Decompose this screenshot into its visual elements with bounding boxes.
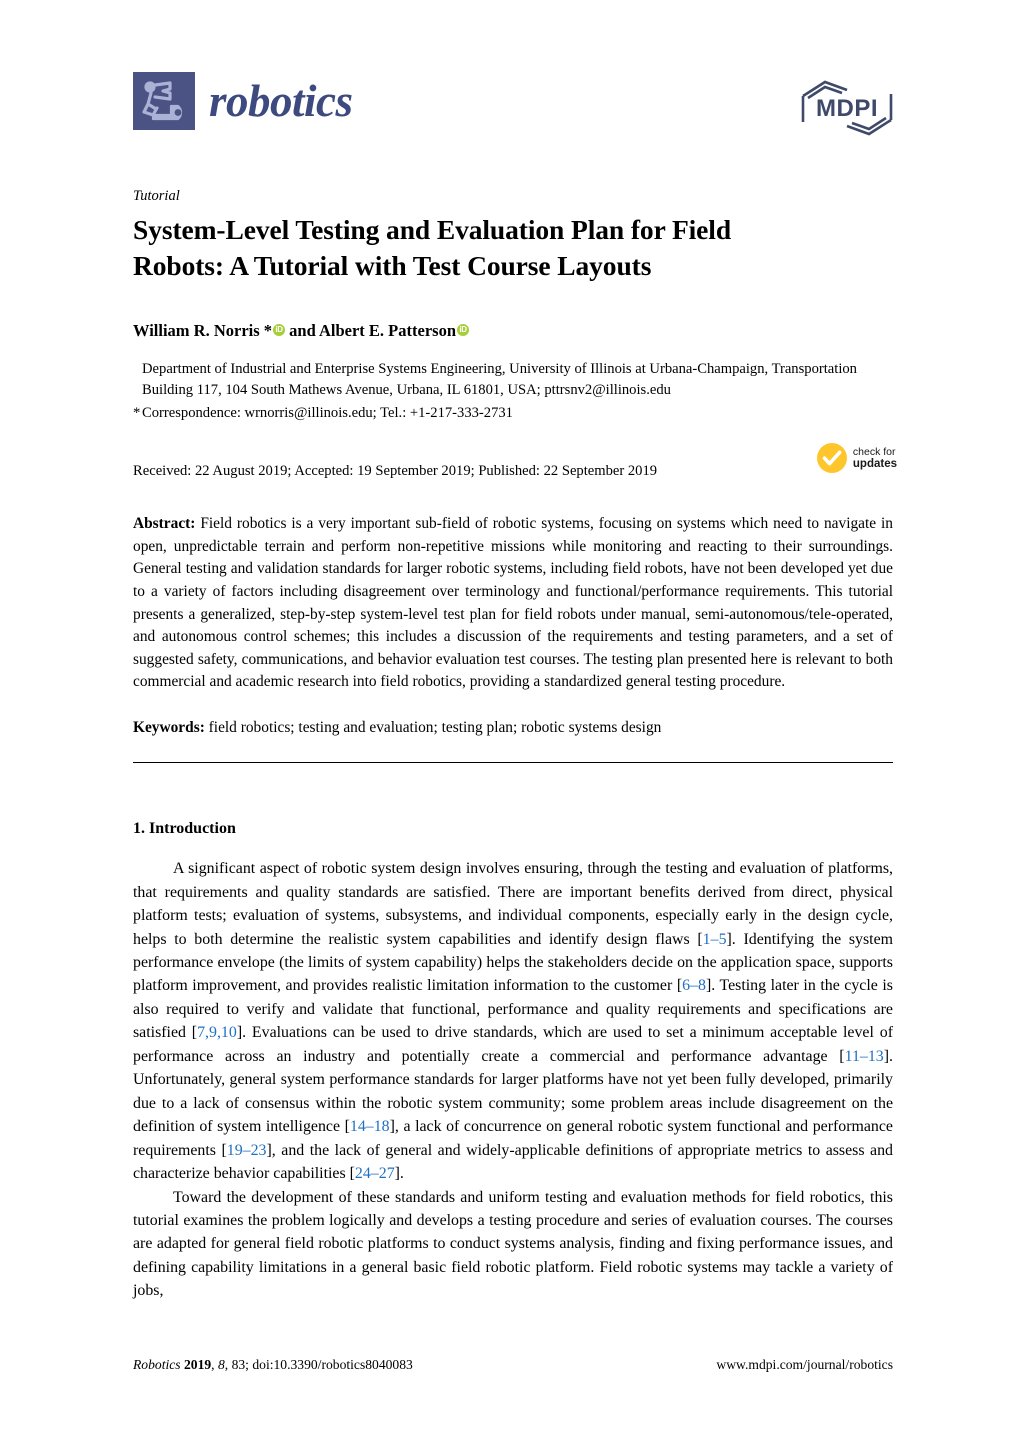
citation-link[interactable]: 14–18 [349, 1118, 390, 1136]
correspondence-text: Correspondence: wrnorris@illinois.edu; Tel.: +1-217-333-2731 [142, 404, 513, 421]
citation-link[interactable]: 19–23 [226, 1141, 267, 1159]
footer-volume: 8 [217, 1357, 225, 1372]
journal-logo [133, 72, 353, 130]
title-line-2: Robots: A Tutorial with Test Course Layouts [133, 249, 652, 281]
citation-link[interactable]: 1–5 [702, 930, 727, 948]
citation-link[interactable]: 24–27 [354, 1165, 395, 1183]
check-for-updates-badge[interactable] [817, 443, 897, 473]
footer-journal: Robotics [133, 1357, 181, 1372]
citation-link[interactable]: 11–13 [844, 1047, 884, 1065]
footer-sep-3: , [224, 1357, 232, 1372]
body-paragraph-2: Toward the development of these standards and uniform testing and evaluation methods for field robotics, this tutorial examines the problem logically and develops a testing procedure and series of evaluation courses. The courses are adapted for general field robotic platforms to conduct systems analysis, finding and fixing performance issues, and defining capability limitations in a general basic field robotic platform. Field robotic systems may tackle a variety of jobs, [133, 1188, 893, 1300]
keywords [133, 717, 893, 740]
page-title [133, 212, 893, 282]
affiliation-line-2: Transportation Building 117, 104 South Mathews Avenue, Urbana, IL 61801, USA; pttrsnv2@illinois.edu [142, 361, 857, 398]
author-conjunction: and [285, 320, 319, 340]
article-type: Tutorial [133, 188, 180, 204]
section-heading-introduction: 1. Introduction [133, 820, 236, 838]
author-name-1: William R. Norris * [133, 320, 273, 340]
keywords-label: Keywords: [133, 718, 205, 736]
crossmark-line-1: check for [852, 445, 896, 458]
footer-sep-2: , [211, 1357, 218, 1372]
footer-doi: doi:10.3390/robotics8040083 [252, 1357, 413, 1372]
abstract [133, 513, 893, 694]
crossmark-line-2: updates [852, 457, 897, 470]
title-line-1: System-Level Testing and Evaluation Plan for Field [133, 214, 732, 246]
mdpi-logo-text: MDPI [816, 95, 878, 122]
correspondence [133, 403, 893, 424]
footer-year: 2019 [183, 1357, 212, 1372]
check-for-updates-label [853, 446, 897, 471]
citation-link[interactable]: 7,9,10 [197, 1024, 237, 1042]
footer-url[interactable]: www.mdpi.com/journal/robotics [716, 1357, 893, 1372]
author-name-2: Albert E. Patterson [318, 320, 456, 340]
page-content [133, 0, 897, 1303]
orcid-icon[interactable]: iD [273, 324, 285, 336]
footer-article-number: 83 [231, 1357, 246, 1372]
affiliation [133, 359, 893, 400]
divider [133, 762, 893, 763]
citation-link[interactable]: 6–8 [682, 977, 706, 995]
checkmark-icon [817, 443, 847, 473]
correspondence-marker: * [133, 404, 141, 421]
body-paragraph-1: A significant aspect of robotic system design involves ensuring, through the testing and evaluation of platforms, that requirements and quality standards are satisfied. There are important benefits derived from direct, physical platform tests; evaluation of systems, subsystems, and individual components, especially early in the design cycle, helps to both determine the realistic system capabilities and identify design flaws [1–5]. Identifying the system performance envelope (the limits of system capability) helps the stakeholders decide on the application space, supports platform improvement, and provides realistic limitation information to the customer [6–8]. Testing later in the cycle is also required to verify and validate that functional, performance and quality requirements and specifications are satisfied [7,9,10]. Evaluations can be used to drive standards, which are used to set a minimum acceptable level of performance across an industry and potentially create a commercial and performance advantage [11–13]. Unfortunately, general system performance standards for larger platforms have not yet been fully developed, primarily due to a lack of consensus within the robotic system community; some problem areas include disagreement on the definition of system intelligence [14–18], a lack of concurrence on general robotic system functional and performance requirements [19–23], and the lack of general and widely-applicable definitions of appropriate metrics to assess and characterize behavior capabilities [24–27]. [133, 860, 893, 1183]
robotic-arm-icon [133, 72, 195, 130]
footer-sep-4: ; [245, 1357, 253, 1372]
masthead [133, 72, 893, 172]
keywords-text: field robotics; testing and evaluation; testing plan; robotic systems design [204, 718, 662, 736]
affiliation-line-1: Department of Industrial and Enterprise Systems Engineering, University of Illinois at Urbana-Champaign, [142, 361, 769, 378]
page-footer [133, 1357, 893, 1373]
author-list [133, 320, 893, 341]
footer-citation [133, 1357, 413, 1373]
journal-title: robotics [209, 76, 353, 126]
abstract-label: Abstract: [133, 515, 196, 533]
dates-row [133, 445, 897, 493]
abstract-text: Field robotics is a very important sub-field of robotic systems, focusing on systems which need to navigate in open, unpredictable terrain and perform non-repetitive missions while monitoring and reacting to their surroundings. General testing and validation standards for larger robotic systems, including field robots, have not been developed yet due to a variety of factors including disagreement over terminology and functional/performance requirements. This tutorial presents a generalized, step-by-step system-level test plan for field robots under manual, semi-autonomous/tele-operated, and autonomous control schemes; this includes a discussion of the requirements and testing parameters, and a set of suggested safety, communications, and behavior evaluation test courses. The testing plan presented here is relevant to both commercial and academic research into field robotics, providing a standardized general testing procedure. [133, 515, 893, 691]
orcid-icon[interactable]: iD [457, 324, 469, 336]
publication-dates: Received: 22 August 2019; Accepted: 19 September 2019; Published: 22 September 2019 [133, 463, 658, 480]
mdpi-logo [799, 78, 895, 138]
